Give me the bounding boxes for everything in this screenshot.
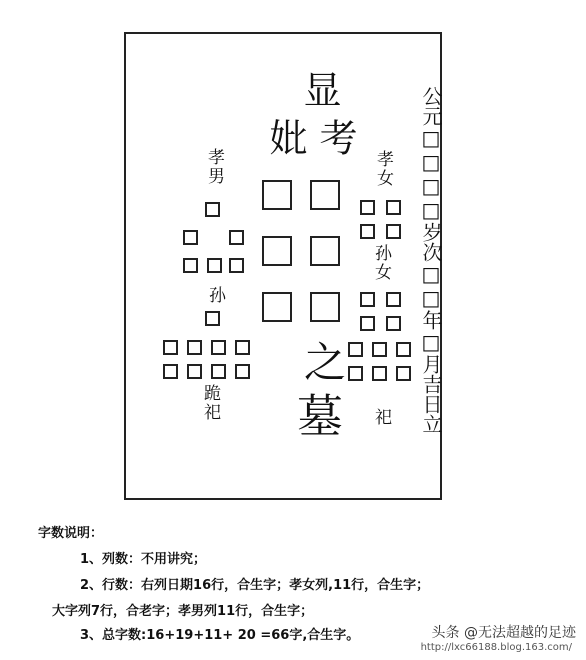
name-box bbox=[183, 258, 198, 273]
name-box bbox=[310, 236, 340, 266]
name-box bbox=[348, 366, 363, 381]
notes-line3: 大字列7行，合老字；孝男列11行，合生字； bbox=[52, 604, 314, 619]
name-box bbox=[386, 292, 401, 307]
name-box bbox=[386, 316, 401, 331]
watermark-url: http://lxc66188.blog.163.com/ bbox=[420, 642, 572, 653]
name-box bbox=[211, 364, 226, 379]
label-guisi: 跪祀 bbox=[200, 384, 220, 422]
name-box bbox=[310, 292, 340, 322]
name-box bbox=[310, 180, 340, 210]
title-xian: 显 bbox=[297, 70, 341, 108]
name-box bbox=[229, 258, 244, 273]
name-box bbox=[372, 342, 387, 357]
tombstone-frame bbox=[124, 32, 442, 500]
name-box bbox=[386, 224, 401, 239]
name-box bbox=[360, 200, 375, 215]
watermark: 头条 @无法超越的足迹 bbox=[431, 625, 576, 641]
name-box bbox=[360, 316, 375, 331]
name-box bbox=[187, 364, 202, 379]
name-box bbox=[187, 340, 202, 355]
label-sun: 孙 bbox=[205, 286, 225, 305]
notes-title: 字数说明： bbox=[38, 526, 104, 541]
label-xiaonan: 孝男 bbox=[204, 148, 224, 186]
notes-line1: 1、列数：不用讲究； bbox=[80, 552, 207, 567]
name-box bbox=[205, 311, 220, 326]
name-box bbox=[163, 364, 178, 379]
char-zhi: 之 bbox=[298, 340, 347, 382]
name-box bbox=[396, 366, 411, 381]
label-xiaonv: 孝女 bbox=[373, 150, 393, 188]
char-mu: 墓 bbox=[290, 392, 344, 438]
name-box bbox=[163, 340, 178, 355]
name-box bbox=[235, 340, 250, 355]
name-box bbox=[360, 292, 375, 307]
label-sunnv: 孙女 bbox=[371, 244, 391, 282]
name-box bbox=[262, 180, 292, 210]
name-box bbox=[372, 366, 387, 381]
notes-line2: 2、行数：右列日期16行，合生字；孝女列,11行，合生字； bbox=[80, 578, 430, 593]
name-box bbox=[262, 292, 292, 322]
name-box bbox=[386, 200, 401, 215]
name-box bbox=[360, 224, 375, 239]
label-si: 祀 bbox=[371, 408, 391, 427]
name-box bbox=[205, 202, 220, 217]
name-box bbox=[211, 340, 226, 355]
name-box bbox=[207, 258, 222, 273]
name-kao: 考 bbox=[313, 118, 357, 156]
name-box bbox=[262, 236, 292, 266]
name-box bbox=[348, 342, 363, 357]
name-box bbox=[235, 364, 250, 379]
name-bi: 妣 bbox=[263, 118, 307, 156]
date-column: 公元□□□□岁次□□年□月吉日立 bbox=[419, 86, 443, 434]
name-box bbox=[183, 230, 198, 245]
name-box bbox=[396, 342, 411, 357]
notes-line4: 3、总字数:16+19+11+ 20 =66字,合生字。 bbox=[80, 628, 360, 643]
name-box bbox=[229, 230, 244, 245]
